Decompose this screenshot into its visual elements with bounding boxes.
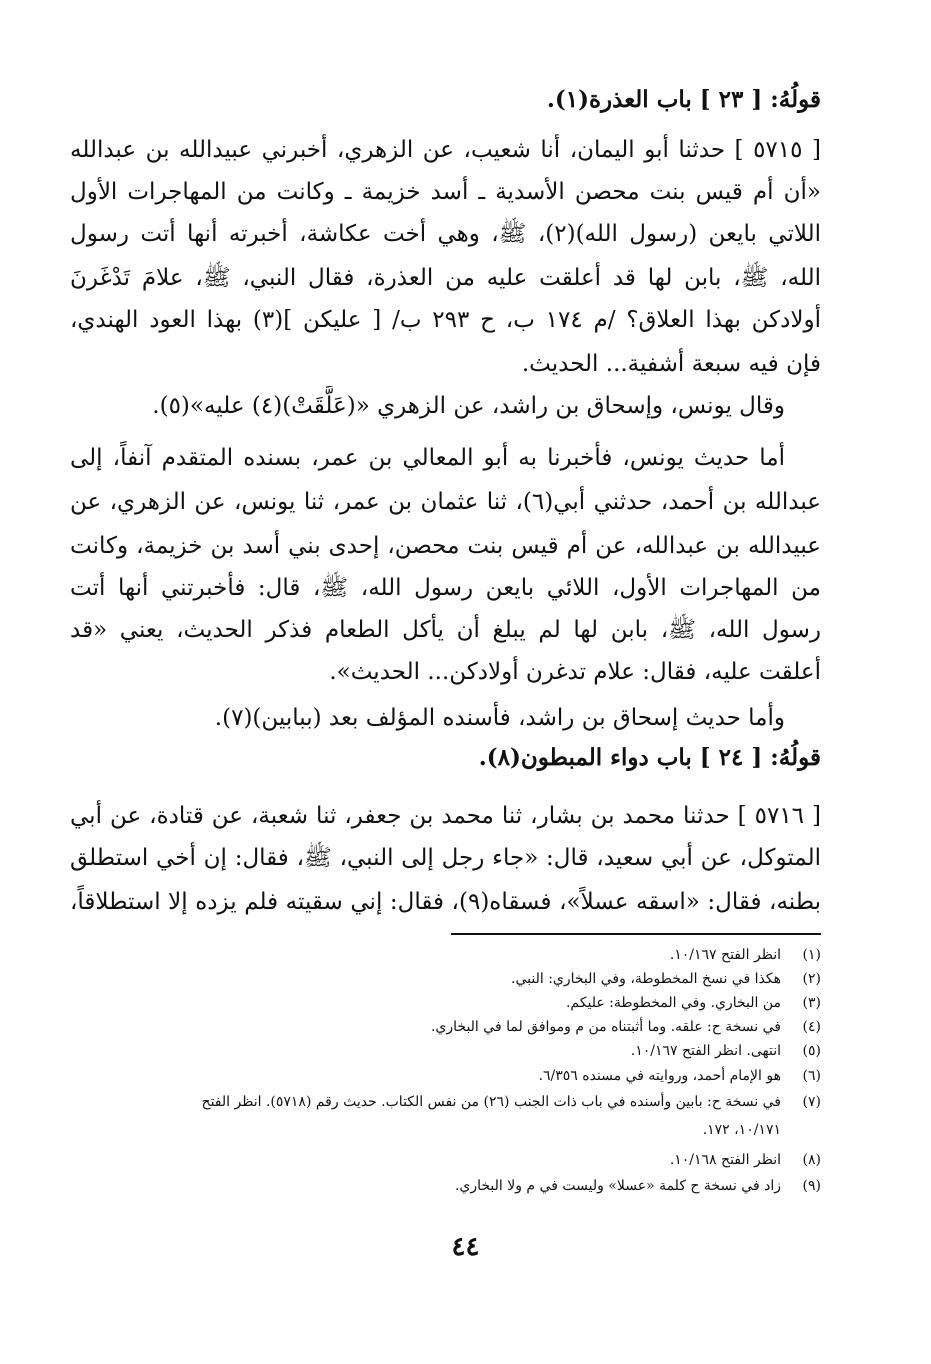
- footnote-text: انظر الفتح ١٠/١٦٨.: [669, 1152, 781, 1168]
- footnote-text: هو الإمام أحمد، وروايته في مسنده ٦/٣٥٦.: [538, 1068, 781, 1084]
- footnote-number: (٨): [802, 1152, 821, 1168]
- footnote-text: ١٠/١٧١، ١٧٢.: [702, 1122, 781, 1138]
- text-line: «أن أم قيس بنت محصن الأسدية ـ أسد خزيمة ـ وكانت من المهاجرات الأول: [70, 179, 821, 205]
- text-line: الله، ﷺ، بابن لها قد أعلقت عليه من العذرة، فقال النبي، ﷺ، علامَ تَدْغَرنَ: [70, 265, 821, 291]
- footnote-text: هكذا في نسخ المخطوطة، وفي البخاري: النبي.: [511, 971, 781, 987]
- text-line: فإن فيه سبعة أشفية... الحديث.: [521, 351, 821, 377]
- footnote-text: انظر الفتح ١٠/١٦٧.: [669, 947, 781, 963]
- text-line: رسول الله، ﷺ، بابن لها لم يبلغ أن يأكل الطعام فذكر الحديث، يعني «قد: [70, 617, 821, 643]
- page-number: ٤٤: [451, 1232, 480, 1262]
- footnote: [70, 1039, 821, 1063]
- text-line: عبيدالله بن عبدالله، عن أم قيس بنت محصن، إحدى بني أسد بن خزيمة، وكانت: [70, 533, 821, 559]
- footnote-number: (٣): [802, 995, 821, 1011]
- text-line: أعلقت عليه، فقال: علام تدغرن أولادكن... الحديث».: [329, 659, 821, 685]
- text-line: أما حديث يونس، فأخبرنا به أبو المعالي بن عمر، بسنده المتقدم آنفاً، إلى: [70, 445, 785, 471]
- footnote-text: في نسخة ح: علقه. وما أثبتناه من م وموافق لما في البخاري.: [430, 1019, 781, 1035]
- footnote-text: من البخاري. وفي المخطوطة: عليكم.: [565, 995, 781, 1011]
- text-line: [ ٥٧١٦ ] حدثنا محمد بن بشار، ثنا محمد بن جعفر، ثنا شعبة، عن قتادة، عن أبي: [70, 803, 821, 829]
- text-line: [ ٥٧١٥ ] حدثنا أبو اليمان، أنا شعيب، عن الزهري، أخبرني عبيدالله بن عبدالله: [70, 137, 821, 163]
- footnote: [70, 1148, 821, 1172]
- footnote: [70, 1015, 821, 1039]
- footnote-text: زاد في نسخة ح كلمة «عسلا» وليست في م ولا البخاري.: [454, 1178, 781, 1194]
- footnote: [70, 1064, 821, 1088]
- text-line: بطنه، فقال: «اسقه عسلاً»، فسقاه(٩)، فقال: إني سقيته فلم يزده إلا استطلاقاً،: [70, 889, 821, 915]
- text-line: قولُهُ: [ ٢٤ ] باب دواء المبطون(٨).: [478, 744, 821, 771]
- footnote-number: (١): [802, 947, 821, 963]
- footnote-separator: [451, 933, 821, 935]
- footnote: [70, 1174, 821, 1198]
- footnote: [70, 1118, 821, 1142]
- text-line: عبدالله بن أحمد، حدثني أبي(٦)، ثنا عثمان بن عمر، ثنا يونس، عن الزهري، عن: [70, 489, 821, 515]
- text-line: وقال يونس، وإسحاق بن راشد، عن الزهري «(عَلَّقَتْ)(٤) عليه»(٥).: [152, 393, 785, 419]
- text-line: أولادكن بهذا العلاق؟ /م ١٧٤ ب، ح ٢٩٣ ب/ [ عليكن ](٣) بهذا العود الهندي،: [70, 307, 821, 333]
- footnote-number: (٩): [802, 1178, 821, 1194]
- footnote: [70, 1090, 821, 1114]
- footnote: [70, 943, 821, 967]
- footnote-number: (٧): [802, 1094, 821, 1110]
- footnote-number: (٤): [802, 1019, 821, 1035]
- text-line: وأما حديث إسحاق بن راشد، فأسنده المؤلف بعد (ببابين)(٧).: [214, 705, 785, 731]
- footnote-number: (٢): [802, 971, 821, 987]
- footnote: [70, 967, 821, 991]
- footnote-text: انتهى. انظر الفتح ١٠/١٦٧.: [630, 1043, 781, 1059]
- text-line: المتوكل، عن أبي سعيد، قال: «جاء رجل إلى النبي، ﷺ، فقال: إن أخي استطلق: [70, 845, 821, 871]
- text-line: قولُهُ: [ ٢٣ ] باب العذرة(١).: [546, 86, 821, 113]
- footnote-number: (٥): [802, 1043, 821, 1059]
- footnote: [70, 991, 821, 1015]
- footnote-number: (٦): [802, 1068, 821, 1084]
- text-line: من المهاجرات الأول، اللائي بايعن رسول الله، ﷺ، قال: فأخبرتني أنها أتت: [70, 575, 821, 601]
- footnote-text: في نسخة ح: بابين وأسنده في باب ذات الجنب (٢٦) من نفس الكتاب. حديث رقم (٥٧١٨). انظر الفتح: [201, 1094, 781, 1110]
- text-line: اللاتي بايعن (رسول الله)(٢)، ﷺ، وهي أخت عكاشة، أخبرته أنها أتت رسول: [70, 221, 821, 247]
